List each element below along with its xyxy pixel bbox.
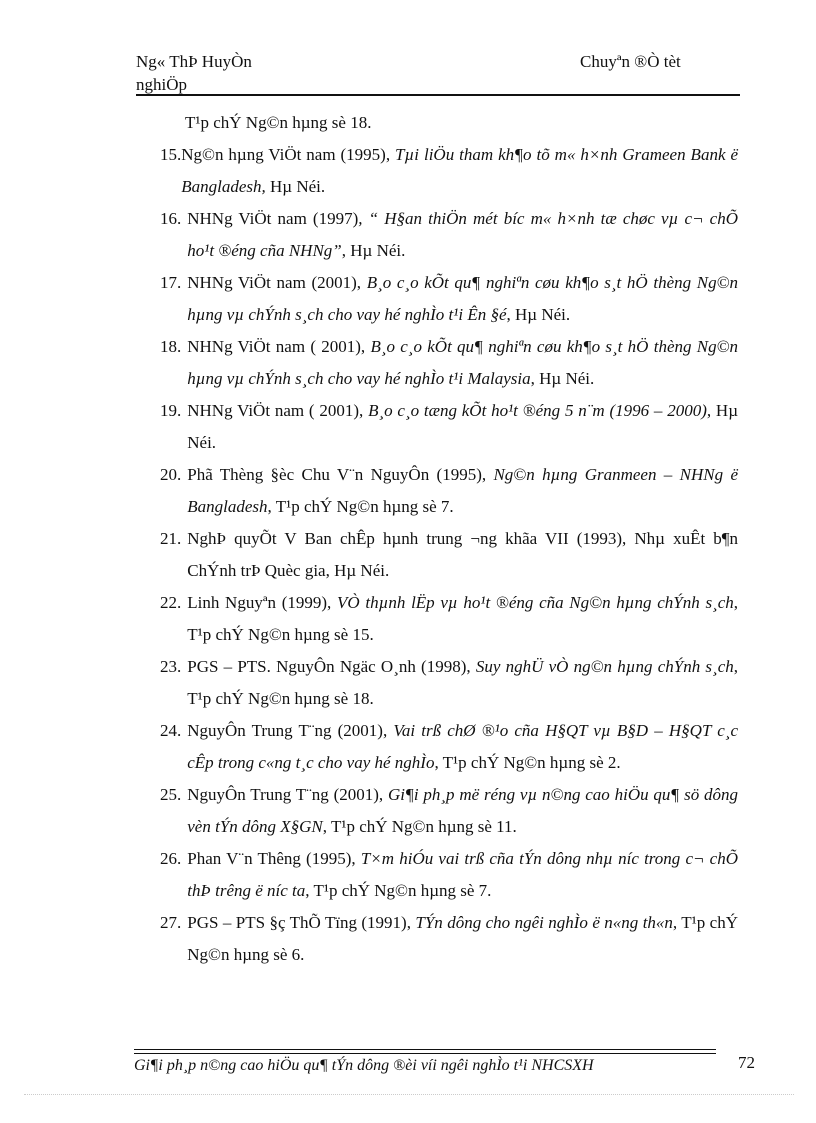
reference-number: 17. xyxy=(160,273,182,292)
reference-source: , T¹p chÝ Ng©n hµng sè 2. xyxy=(434,753,621,772)
reference-author: Ng©n hµng ViÖt nam (1995), xyxy=(181,145,391,164)
reference-item xyxy=(160,779,738,843)
header-rule xyxy=(136,94,740,96)
reference-item xyxy=(160,587,738,651)
header-thesis-label: Chuyªn ®Ò tèt xyxy=(580,52,681,71)
reference-source: , T¹p chÝ Ng©n hµng sè 18. xyxy=(187,657,738,708)
reference-author: NHNg ViÖt nam ( 2001), xyxy=(187,337,366,356)
reference-source: , T¹p chÝ Ng©n hµng sè 7. xyxy=(267,497,454,516)
reference-item xyxy=(160,907,738,971)
reference-source: , T¹p chÝ Ng©n hµng sè 15. xyxy=(187,593,739,644)
reference-author: Linh Nguyªn (1999), xyxy=(187,593,332,612)
reference-author: Phã Thèng §èc Chu V¨n NguyÔn (1995), xyxy=(187,465,487,484)
reference-item xyxy=(160,651,738,715)
reference-list xyxy=(160,107,738,971)
reference-item xyxy=(160,331,738,395)
reference-item xyxy=(160,395,738,459)
reference-number: 25. xyxy=(160,785,182,804)
reference-author: NguyÔn Trung T¨ng (2001), xyxy=(187,721,388,740)
reference-author: PGS – PTS §ç ThÕ Tïng (1991), xyxy=(187,913,411,932)
page-number: 72 xyxy=(738,1053,755,1072)
reference-item xyxy=(160,139,738,203)
reference-author: PGS – PTS. NguyÔn Ngäc O¸nh (1998), xyxy=(187,657,471,676)
reference-number: 27. xyxy=(160,913,182,932)
reference-source: , T¹p chÝ Ng©n hµng sè 7. xyxy=(305,881,492,900)
reference-title: Gi¶i ph¸p më réng vµ n©ng cao hiÖu qu¶ sö dông vèn tÝn dông X§GN xyxy=(187,785,738,836)
reference-item xyxy=(160,459,738,523)
reference-number: 24. xyxy=(160,721,182,740)
reference-item xyxy=(160,843,738,907)
page-edge-divider xyxy=(24,1094,794,1095)
reference-number: 15. xyxy=(160,145,182,164)
reference-title: , “ H§an thiÖn mét bíc m« h×nh tæ chøc vµ c¬ chÕ ho¹t ®éng cña NHNg” xyxy=(187,209,739,260)
reference-item xyxy=(160,523,738,587)
footer-title: Gi¶i ph¸p n©ng cao hiÖu qu¶ tÝn dông ®èi víi ngêi nghÌo t¹i NHCSXH xyxy=(134,1057,594,1074)
reference-source: , T¹p chÝ Ng©n hµng sè 11. xyxy=(322,817,517,836)
reference-author: Phan V¨n Thêng (1995), xyxy=(187,849,356,868)
reference-number: 20. xyxy=(160,465,182,484)
reference-title: Suy nghÜ vÒ ng©n hµng chÝnh s¸ch xyxy=(475,657,734,676)
reference-title: B¸o c¸o tæng kÕt ho¹t ®éng 5 n¨m (1996 – 2000) xyxy=(368,401,707,420)
reference-title: T×m hiÓu vai trß cña tÝn dông nhµ níc trong c¬ chÕ thÞ trêng ë níc ta xyxy=(187,849,739,900)
reference-number: 23. xyxy=(160,657,182,676)
reference-source: , Hµ Néi. xyxy=(530,369,595,388)
reference-number: 16. xyxy=(160,209,182,228)
reference-title: B¸o c¸o kÕt qu¶ nghiªn cøu kh¶o s¸t hÖ thèng Ng©n hµng vµ chÝnh s¸ch cho vay hé nghÌo t¹i Ên §é xyxy=(187,273,739,324)
reference-source: , T¹p chÝ Ng©n hµng sè 6. xyxy=(187,913,738,964)
footer-double-rule xyxy=(134,1049,716,1054)
reference-item xyxy=(160,715,738,779)
reference-number: 22. xyxy=(160,593,182,612)
reference-title: Ng©n hµng Granmeen – NHNg ë Bangladesh xyxy=(187,465,738,516)
reference-number: 21. xyxy=(160,529,182,548)
reference-number: 19. xyxy=(160,401,182,420)
reference-source: , Hµ Néi. xyxy=(506,305,571,324)
reference-number: 18. xyxy=(160,337,182,356)
header-author xyxy=(136,50,252,96)
reference-title: Vai trß chØ ®¹o cña H§QT vµ B§D – H§QT c¸c cÊp trong c«ng t¸c cho vay hé nghÌo xyxy=(187,721,738,772)
reference-author: NHNg ViÖt nam (1997) xyxy=(187,209,359,228)
reference-author: NguyÔn Trung T¨ng (2001), xyxy=(187,785,384,804)
reference-item xyxy=(160,203,738,267)
reference-title: B¸o c¸o kÕt qu¶ nghiªn cøu kh¶o s¸t hÖ thèng Ng©n hµng vµ chÝnh s¸ch cho vay hé nghÌo t¹i Malaysia xyxy=(187,337,739,388)
reference-source: , Hµ Néi. xyxy=(187,401,739,452)
reference-continuation: T¹p chÝ Ng©n hµng sè 18. xyxy=(185,113,372,132)
author-name-continued: nghiÖp xyxy=(136,75,187,94)
reference-source: , Hµ Néi. xyxy=(341,241,406,260)
reference-author: NHNg ViÖt nam (2001), xyxy=(187,273,362,292)
reference-source: Hµ Néi. xyxy=(270,177,326,196)
reference-title: Tµi liÖu tham kh¶o tõ m« h×nh Grameen Bank ë Bangladesh, xyxy=(181,145,738,196)
reference-number: 26. xyxy=(160,849,182,868)
reference-title: VÒ thµnh lËp vµ ho¹t ®éng cña Ng©n hµng chÝnh s¸ch xyxy=(337,593,734,612)
reference-item xyxy=(160,267,738,331)
reference-author: NghÞ quyÕt V Ban chÊp hµnh trung ¬ng khãa VII (1993), Nhµ xuÊt b¶n ChÝnh trÞ Quèc gia, Hµ Néi. xyxy=(187,529,738,580)
author-name: Ng« ThÞ HuyÒn xyxy=(136,52,252,71)
reference-author: NHNg ViÖt nam ( 2001), xyxy=(187,401,364,420)
reference-title: TÝn dông cho ngêi nghÌo ë n«ng th«n xyxy=(415,913,673,932)
